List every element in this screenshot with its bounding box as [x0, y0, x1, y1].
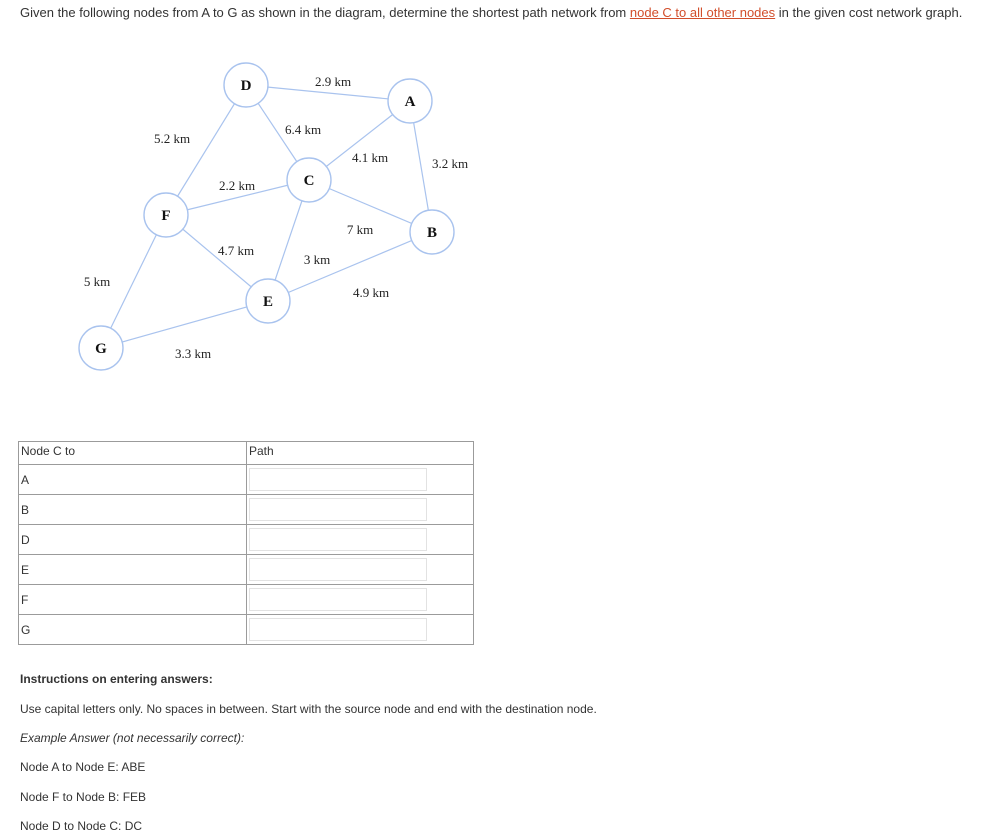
table-row: [19, 465, 474, 495]
edge-label-e-b: 4.9 km: [352, 285, 390, 300]
question-suffix: in the given cost network graph.: [775, 5, 963, 20]
answer-table: [18, 441, 474, 645]
table-row: [19, 525, 474, 555]
edge-label-d-a: 2.9 km: [314, 74, 352, 89]
example-2: Node F to Node B: FEB: [20, 790, 147, 804]
path-input-d[interactable]: [249, 528, 427, 551]
header-node-c-to: Node C to: [19, 442, 247, 465]
edge-e-b: [268, 232, 432, 301]
node-c: [287, 158, 331, 202]
edge-label-f-e: 4.7 km: [217, 243, 255, 258]
row-node-label: E: [19, 555, 247, 585]
question-prefix: Given the following nodes from A to G as shown in the diagram, determine the shortest path network from: [20, 5, 630, 20]
instructions-rule: Use capital letters only. No spaces in between. Start with the source node and end with the destination node.: [20, 702, 597, 716]
node-d: [224, 63, 268, 107]
edge-label-d-c: 6.4 km: [284, 122, 322, 137]
row-node-label: D: [19, 525, 247, 555]
node-label: C: [303, 173, 315, 189]
node-e: [246, 279, 290, 323]
node-label: F: [161, 208, 171, 224]
edge-label-g-e: 3.3 km: [174, 346, 212, 361]
example-3: Node D to Node C: DC: [20, 819, 143, 833]
node-label: G: [95, 341, 107, 357]
node-label: A: [404, 94, 416, 110]
edge-label-a-b: 3.2 km: [431, 156, 469, 171]
node-g: [79, 326, 123, 370]
edge-label-c-f: 2.2 km: [218, 178, 256, 193]
node-label: D: [240, 78, 252, 94]
node-a: [388, 79, 432, 123]
header-path: Path: [247, 442, 474, 465]
edge-label-c-e: 3 km: [303, 252, 331, 267]
node-label: B: [426, 225, 438, 241]
path-input-a[interactable]: [249, 468, 427, 491]
edge-label-f-g: 5 km: [83, 274, 111, 289]
node-b: [410, 210, 454, 254]
edge-label-d-f: 5.2 km: [153, 131, 191, 146]
row-node-label: F: [19, 585, 247, 615]
path-input-e[interactable]: [249, 558, 427, 581]
row-node-label: A: [19, 465, 247, 495]
row-node-label: G: [19, 615, 247, 645]
node-label: E: [262, 294, 274, 310]
table-row: [19, 555, 474, 585]
path-input-f[interactable]: [249, 588, 427, 611]
question-highlight: node C to all other nodes: [629, 5, 776, 20]
example-1: Node A to Node E: ABE: [20, 760, 146, 774]
table-row: [19, 585, 474, 615]
table-header-row: [19, 442, 474, 465]
row-node-label: B: [19, 495, 247, 525]
edge-g-e: [101, 301, 268, 348]
node-f: [144, 193, 188, 237]
path-input-b[interactable]: [249, 498, 427, 521]
example-intro: Example Answer (not necessarily correct):: [20, 731, 245, 745]
edge-label-c-a: 4.1 km: [351, 150, 389, 165]
edge-label-c-b: 7 km: [346, 222, 374, 237]
table-row: [19, 495, 474, 525]
path-input-g[interactable]: [249, 618, 427, 641]
instructions-heading: Instructions on entering answers:: [20, 672, 213, 686]
table-row: [19, 615, 474, 645]
edge-d-f: [166, 85, 246, 215]
